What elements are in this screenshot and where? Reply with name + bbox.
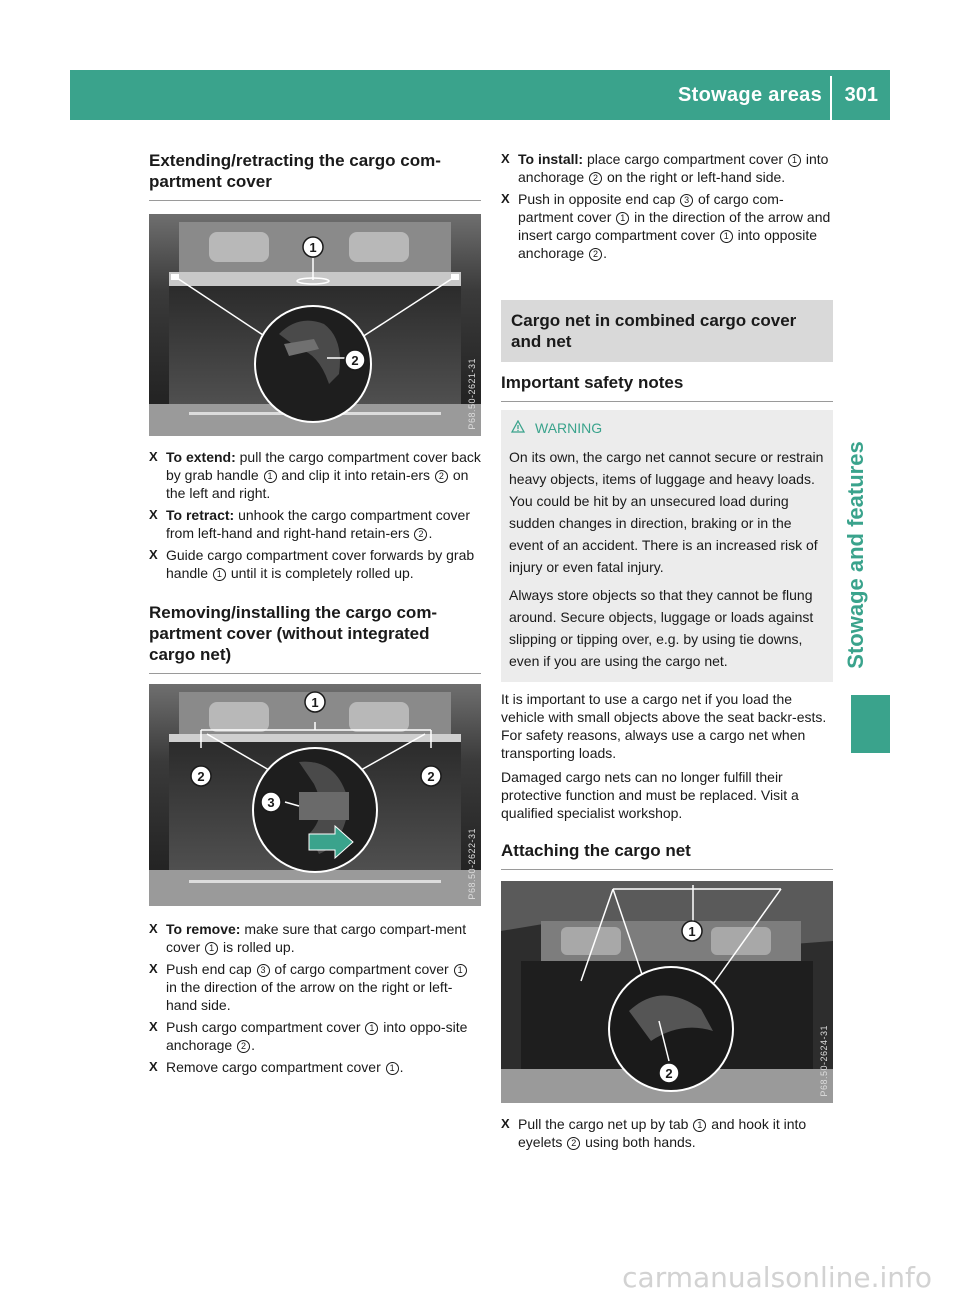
heading-removing: Removing/installing the cargo com- partment cover (without integrated cargo net) [149, 602, 481, 674]
marker-2-right-label: 2 [427, 769, 435, 784]
marker-2-left-label: 2 [197, 769, 205, 784]
step-arrow-icon: X [149, 1019, 158, 1034]
step-arrow-icon: X [501, 1116, 510, 1131]
paragraph-cargo-net-use: It is important to use a cargo net if you load the vehicle with small objects above the seat backr-ests. For safety reasons, always use a cargo net when transporting loads. [501, 691, 827, 761]
step-arrow-icon: X [501, 191, 510, 206]
list-item: X Push end cap 3 of cargo compartment cover 1 in the direction of the arrow on the right or left-hand side. [149, 960, 481, 1014]
heading-extending: Extending/retracting the cargo com- partment cover [149, 150, 481, 201]
extend-steps [149, 448, 481, 582]
page-header [70, 70, 890, 120]
side-tab-label: Stowage and features [843, 441, 868, 669]
side-tab-marker [851, 695, 890, 753]
marker-1-label: 1 [309, 240, 317, 255]
cargo-illustration-2 [149, 684, 481, 906]
header-divider [830, 76, 832, 120]
photo-id: P68.50-2621-31 [467, 358, 477, 430]
paragraph-damaged-nets: Damaged cargo nets can no longer fulfill their protective function and must be replaced. Visit a qualified specialist workshop. [501, 769, 799, 821]
site-watermark: carmanualsonline.info [622, 1261, 932, 1294]
marker-1-label: 1 [311, 695, 319, 710]
page-number: 301 [844, 84, 878, 106]
photo-id: P68.50-2622-31 [467, 828, 477, 900]
list-item: X To extend: pull the cargo compartment cover back by grab handle 1 and clip it into retain-ers 2 on the left and right. [149, 449, 481, 501]
heading-safety-notes: Important safety notes [501, 372, 833, 402]
photo-cargo-net [501, 881, 833, 1103]
attach-steps [501, 1115, 833, 1151]
list-item: X Push cargo compartment cover 1 into oppo-site anchorage 2 . [149, 1019, 468, 1053]
cargo-illustration-3 [501, 881, 833, 1103]
marker-2-label: 2 [665, 1066, 673, 1081]
remove-steps [149, 920, 481, 1076]
list-item: X Push in opposite end cap 3 of cargo com-partment cover 1 in the direction of the arrow and insert cargo compartment cover 1 into opposite anchorage 2 . [501, 191, 831, 261]
list-item: X To remove: make sure that cargo compart-ment cover 1 is rolled up. [149, 921, 467, 955]
cargo-net-heading-box [501, 300, 833, 362]
list-item: X Remove cargo compartment cover 1 . [149, 1059, 404, 1075]
step-arrow-icon: X [149, 1059, 158, 1074]
warning-box [501, 410, 833, 682]
right-column [501, 150, 833, 1155]
warning-title: WARNING [509, 420, 825, 436]
list-item: X To install: place cargo compartment cover 1 into anchorage 2 on the right or left-hand side. [501, 151, 829, 185]
warning-triangle-icon [511, 420, 525, 436]
warning-text-1: On its own, the cargo net cannot secure or restrain heavy objects, items of luggage and heavy loads. You could be hit by an unsecured load during sudden changes in direction, braking or in the event of an accident. There is an increased risk of injury or even fatal injury. [509, 449, 824, 575]
marker-3-label: 3 [267, 795, 275, 810]
photo-cargo-cover-extend [149, 214, 481, 436]
section-title: Stowage areas [678, 84, 822, 106]
heading-attaching: Attaching the cargo net [501, 840, 833, 870]
step-arrow-icon: X [501, 151, 510, 166]
marker-1-label: 1 [688, 924, 696, 939]
photo-id: P68.50-2624-31 [819, 1025, 829, 1097]
step-arrow-icon: X [149, 547, 158, 562]
step-arrow-icon: X [149, 921, 158, 936]
step-arrow-icon: X [149, 449, 158, 464]
marker-2-label: 2 [351, 353, 359, 368]
list-item: X Pull the cargo net up by tab 1 and hook it into eyelets 2 using both hands. [501, 1116, 807, 1150]
left-column [149, 150, 481, 1080]
step-arrow-icon: X [149, 507, 158, 522]
install-steps [501, 150, 833, 262]
heading-cargo-net: Cargo net in combined cargo cover and net [511, 311, 797, 351]
warning-text-2: Always store objects so that they cannot be flung around. Secure objects, luggage or loads against slipping or tipping over, e.g. by using tie downs, even if you are using the cargo net. [509, 587, 814, 669]
photo-cargo-cover-remove [149, 684, 481, 906]
step-arrow-icon: X [149, 961, 158, 976]
list-item: X To retract: unhook the cargo compartment cover from left-hand and right-hand retain-ers 2 . [149, 507, 470, 541]
cargo-illustration-1 [149, 214, 481, 436]
list-item: X Guide cargo compartment cover forwards by grab handle 1 until it is completely rolled up. [149, 547, 475, 581]
